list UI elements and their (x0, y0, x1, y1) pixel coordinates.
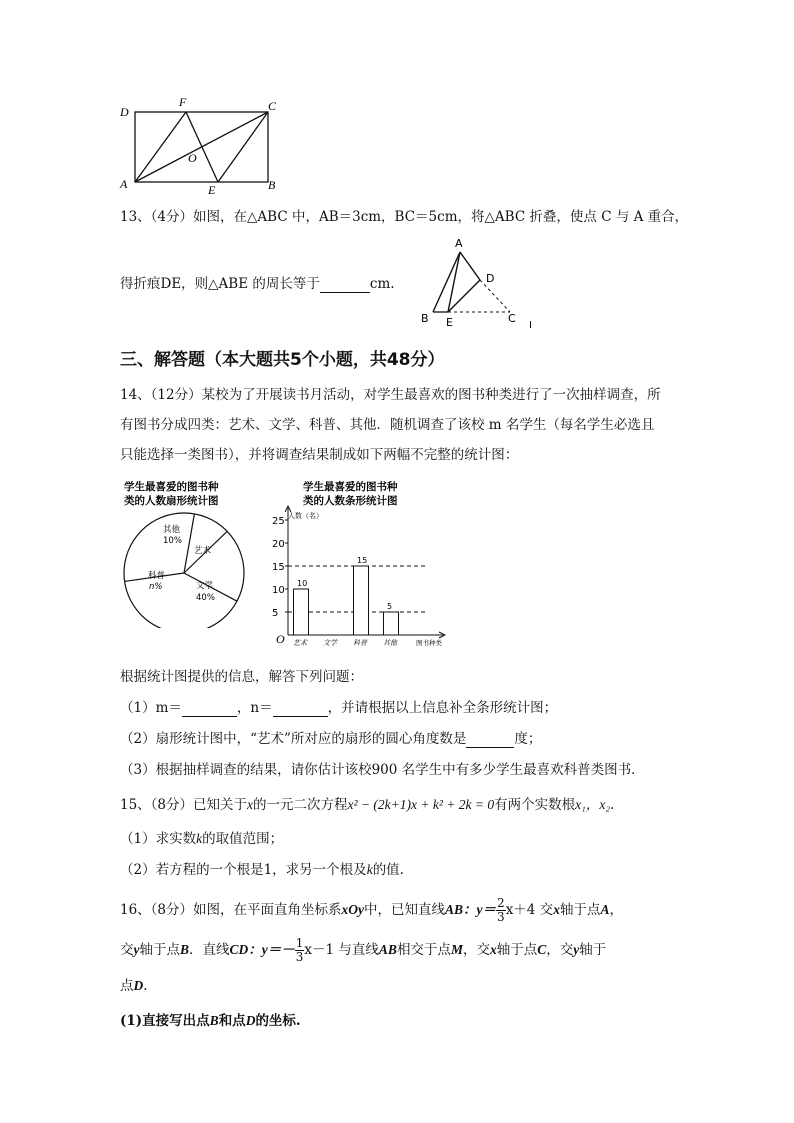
q14-line3: 只能选择一类图书），并将调查结果制成如下两幅不完整的统计图： (120, 447, 519, 463)
segment-fe (186, 112, 218, 182)
segment-ad (460, 252, 480, 280)
bar-ytick-label-15: 15 (272, 562, 285, 573)
q16-l3-a: 点 (120, 978, 134, 994)
bar-chart (268, 478, 458, 650)
q14-p2-a: （2）扇形统计图中，“艺术”所对应的扇形的圆心角度数是 (120, 731, 467, 747)
bar-value-label-2: 15 (357, 556, 368, 565)
q16-l2-g: 轴于点 (496, 942, 538, 958)
bar-2 (354, 566, 369, 635)
bar-category-1: 文学 (323, 639, 337, 647)
pie-title-line2: 类的人数扇形统计图 (124, 495, 219, 507)
segment-ec (218, 112, 268, 182)
bar-ytick-label-20: 20 (272, 539, 285, 550)
q14-line2: 有图书分成四类：艺术、文学、科普、其他．随机调查了该校 m 名学生（每名学生必选且 (120, 417, 655, 433)
q16-l2-b: 轴于点 (139, 942, 180, 958)
q14-p2-b: 度； (514, 731, 542, 747)
bar-xlabel: 图书种类 (416, 639, 442, 647)
q16-ab: AB (445, 902, 464, 917)
q16-p1-c: 的坐标. (255, 1013, 301, 1029)
label-d: D (120, 105, 129, 119)
q14-part3: （3）根据抽样调查的结果，请你估计该校900 名学生中有多少学生最喜欢科普类图书． (120, 762, 645, 778)
bar-category-2: 科普 (353, 639, 367, 647)
segment-ae (448, 252, 460, 312)
q15-var-k: k (196, 831, 203, 846)
q13-line2 (120, 275, 395, 293)
q16-part1 (120, 1012, 301, 1030)
figure-rectangle-abcd (116, 92, 286, 197)
q15-line1 (120, 796, 614, 814)
segment-ba (433, 252, 460, 312)
pie-label-other: 其他 (163, 525, 181, 535)
q14-line1: 14、（12分）某校为了开展读书月活动，对学生最喜欢的图书种类进行了一次抽样调查，所 (120, 387, 661, 403)
q15-l1-end: . (610, 797, 615, 813)
q15-l1-b: 的一元二次方程 (253, 797, 348, 813)
q14-p1-c: ，并请根据以上信息补全条形统计图； (327, 700, 558, 716)
pie-title-line1: 学生最喜爱的图书种 (124, 481, 219, 493)
q16-l1-e: 轴于点 (559, 902, 601, 918)
label-e: E (208, 183, 216, 197)
q16-p1-a: (1)直接写出点 (120, 1013, 210, 1029)
q16-l2-h: ，交 (546, 942, 574, 958)
pie-pct-sci: n% (149, 582, 163, 592)
q15-p1-a: （1）求实数 (120, 831, 197, 847)
q15-l1-a: 15、（8分）已知关于 (120, 797, 248, 813)
q13-blank[interactable] (320, 278, 370, 293)
q16-p1-b-point: B (209, 1013, 219, 1028)
q15-p1-b: 的取值范围； (202, 831, 284, 847)
label-f: F (179, 95, 187, 109)
q14-part1 (120, 699, 557, 717)
q16-ab2: AB (378, 942, 397, 957)
q16-l2-y2: y (573, 942, 580, 957)
q16-colon-y: ：y＝ (463, 902, 497, 917)
q16-frac-2-3 (496, 897, 506, 924)
q15-roots: x₁，x₂ (575, 797, 611, 812)
bar-origin: O (276, 632, 285, 646)
q16-frac2-den: 3 (295, 950, 304, 964)
q16-l2-c: ．直线 (189, 942, 230, 958)
pie-pct-lit: 40% (196, 593, 215, 603)
q14-p1-b: ，n＝ (236, 700, 273, 716)
q16-l1-a: 16、（8分）如图，在平面直角坐标系 (120, 902, 342, 918)
q15-var-k2: k (366, 862, 373, 877)
q16-point-d: D (133, 978, 144, 993)
label-e2: E (446, 316, 453, 329)
q16-l1-comma: ， (609, 902, 623, 918)
q16-line1 (120, 897, 623, 924)
q16-l2-i: 轴于 (579, 942, 607, 958)
label-o: O (188, 151, 197, 165)
q16-l2-x: x (489, 942, 497, 957)
q14-blank-n[interactable] (273, 702, 328, 717)
q16-p1-b: 和点 (218, 1013, 246, 1029)
q16-l1-b: 中，已知直线 (364, 902, 446, 918)
section3-title: 三、解答题（本大题共5个小题，共48分） (120, 350, 445, 370)
q16-line2 (120, 937, 606, 964)
segment-dc-dashed (480, 280, 510, 312)
label-d2: D (486, 272, 495, 285)
q16-l1-x: x (553, 902, 560, 917)
q16-frac2-num: 1 (295, 936, 304, 950)
q16-l2-y: y (133, 942, 140, 957)
q16-frac1-num: 2 (497, 896, 505, 910)
bar-category-0: 艺术 (293, 639, 307, 647)
q14-blank-m[interactable] (182, 702, 237, 717)
label-c2: C (508, 312, 516, 325)
bar-title-line2: 类的人数条形统计图 (303, 495, 398, 507)
q16-point-c: C (537, 942, 547, 957)
q16-l2-d: x－1 与直线 (304, 942, 379, 958)
label-b: B (268, 178, 276, 192)
pie-label-art: 艺术 (194, 546, 212, 556)
q15-equation: x² − (2k+1)x + k² + 2k = 0 (347, 797, 495, 812)
bar-ylabel: 人数（名） (288, 512, 323, 520)
label-a: A (120, 177, 128, 191)
pie-label-lit: 文学 (196, 581, 214, 591)
figure-triangle-fold (408, 234, 543, 332)
label-i: I (529, 320, 532, 331)
q15-l1-c: 有两个实数根 (494, 797, 576, 813)
q15-part2 (120, 861, 404, 879)
label-a2: A (455, 237, 463, 250)
q15-p2-a: （2）若方程的一个根是1，求另一个根及 (120, 862, 367, 878)
q14-part2 (120, 730, 541, 748)
q16-cd: CD (229, 942, 249, 957)
q13-line2-text: 得折痕DE，则△ABE 的周长等于 (120, 276, 320, 292)
bar-value-label-3: 5 (387, 602, 393, 611)
bar-title-line1: 学生最喜爱的图书种 (303, 481, 398, 493)
bar-3 (384, 612, 399, 635)
bar-0 (294, 589, 309, 635)
q16-l2-a: 交 (120, 942, 134, 958)
q16-point-a: A (600, 902, 610, 917)
q16-point-m: M (450, 942, 463, 957)
label-c: C (268, 99, 277, 113)
q14-p1-a: （1）m＝ (120, 700, 182, 716)
bar-ytick-label-25: 25 (272, 516, 285, 527)
bar-category-3: 其他 (383, 639, 397, 647)
q16-frac-1-3 (295, 937, 305, 964)
pie-chart (116, 478, 256, 628)
bar-ytick-label-10: 10 (272, 585, 285, 596)
q16-line3 (120, 977, 148, 995)
q14-intro: 根据统计图提供的信息，解答下列问题： (120, 669, 363, 685)
q14-blank-angle[interactable] (466, 733, 514, 748)
q16-l2-f: ，交 (462, 942, 490, 958)
q16-p1-d-point: D (245, 1013, 256, 1028)
q15-var-x: x (247, 797, 254, 812)
q13-line2-unit: cm. (369, 276, 395, 292)
bar-value-label-0: 10 (297, 579, 308, 588)
q15-part1 (120, 830, 283, 848)
q16-frac1-den: 3 (497, 910, 505, 924)
label-b2: B (421, 312, 429, 325)
segment-af (135, 112, 186, 182)
q16-xoy: xOy (341, 902, 365, 917)
bar-ytick-label-5: 5 (272, 608, 279, 619)
q16-l2-e: 相交于点 (396, 942, 451, 958)
q16-colon-y2: ：y＝－ (248, 942, 295, 957)
q13-line1: 13、（4分）如图，在△ABC 中，AB＝3cm，BC＝5cm，将△ABC 折叠，使点 C 与 A 重合， (120, 209, 689, 225)
q16-l1-c: x＋4 交 (505, 902, 554, 918)
q16-l3-b: . (143, 978, 148, 994)
pie-label-sci: 科普 (148, 571, 166, 581)
pie-pct-other: 10% (163, 536, 182, 546)
q15-p2-b: 的值. (372, 862, 404, 878)
q16-point-b: B (180, 942, 190, 957)
